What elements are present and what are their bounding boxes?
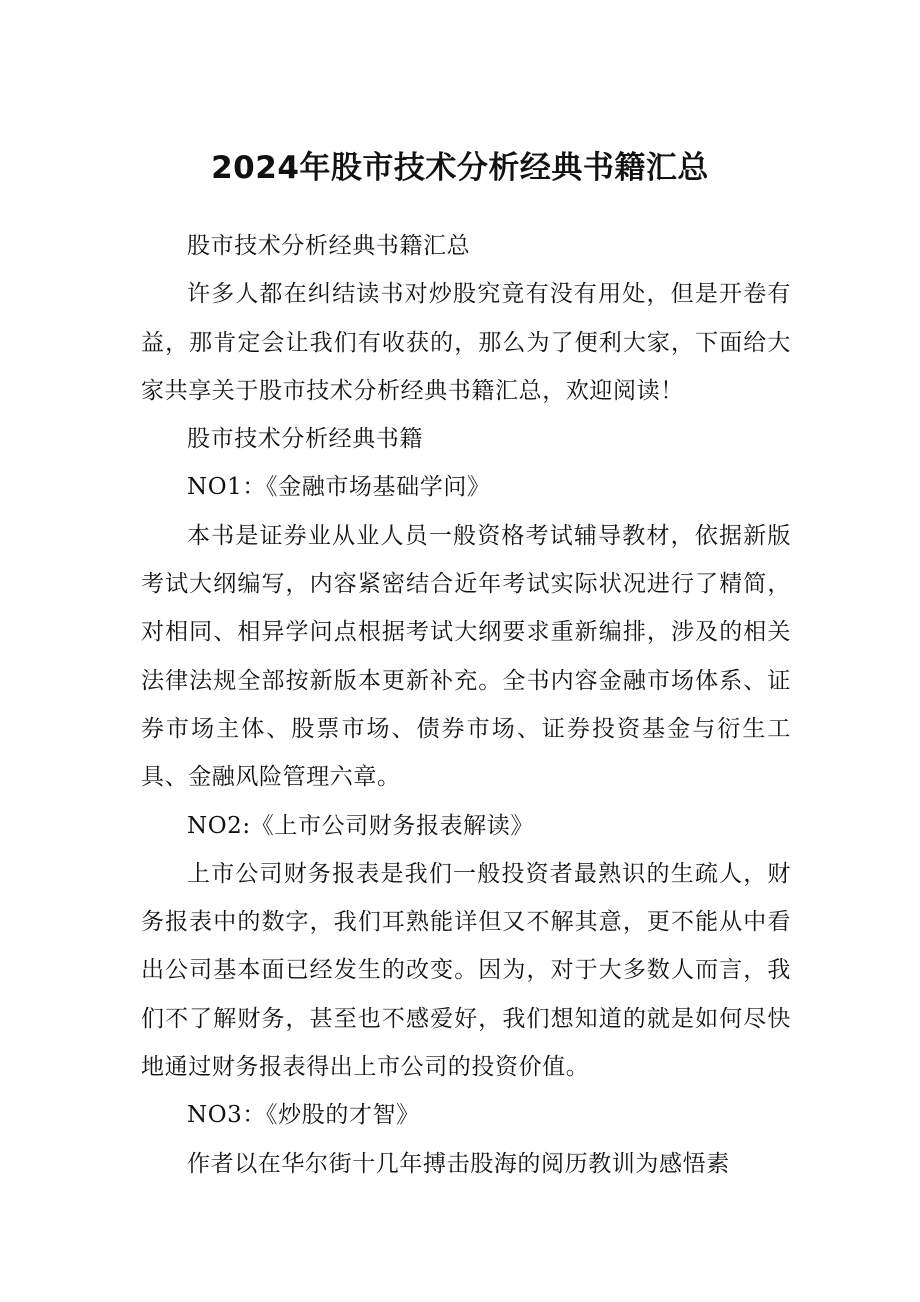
book-heading-1: NO1：《金融市场基础学问》 [187, 474, 491, 501]
book-description-2: 上市公司财务报表是我们一般投资者最熟识的生疏人，财务报表中的数字，我们耳熟能详但又不解其意，更不能从中看出公司基本面已经发生的改变。因为，对于大多数人而言，我们不了解财务，甚至也不感爱好，我们想知道的就是如何尽快地通过财务报表得出上市公司的投资价值。 [141, 860, 791, 1081]
book-description-3: 作者以在华尔街十几年搏击股海的阅历教训为感悟素 [187, 1150, 730, 1177]
paragraph-subtitle: 股市技术分析经典书籍汇总 [187, 233, 471, 259]
document-title: 2024年股市技术分析经典书籍汇总 [211, 150, 709, 186]
document-body [141, 222, 791, 1188]
paragraph-intro: 许多人都在纠结读书对炒股究竟有没有用处，但是开卷有益，那肯定会让我们有收获的，那么为了便利大家，下面给大家共享关于股市技术分析经典书籍汇总，欢迎阅读！ [141, 281, 791, 404]
book-description-1: 本书是证券业从业人员一般资格考试辅导教材，依据新版考试大纲编写，内容紧密结合近年考试实际状况进行了精简，对相同、相异学问点根据考试大纲要求重新编排，涉及的相关法律法规全部按新版本更新补充。全书内容金融市场体系、证券市场主体、股票市场、债券市场、证券投资基金与衍生工具、金融风险管理六章。 [141, 522, 791, 791]
book-heading-3: NO3：《炒股的才智》 [187, 1102, 420, 1129]
book-heading-2: NO2:《上市公司财务报表解读》 [187, 812, 534, 839]
section-heading: 股市技术分析经典书籍 [187, 426, 423, 453]
